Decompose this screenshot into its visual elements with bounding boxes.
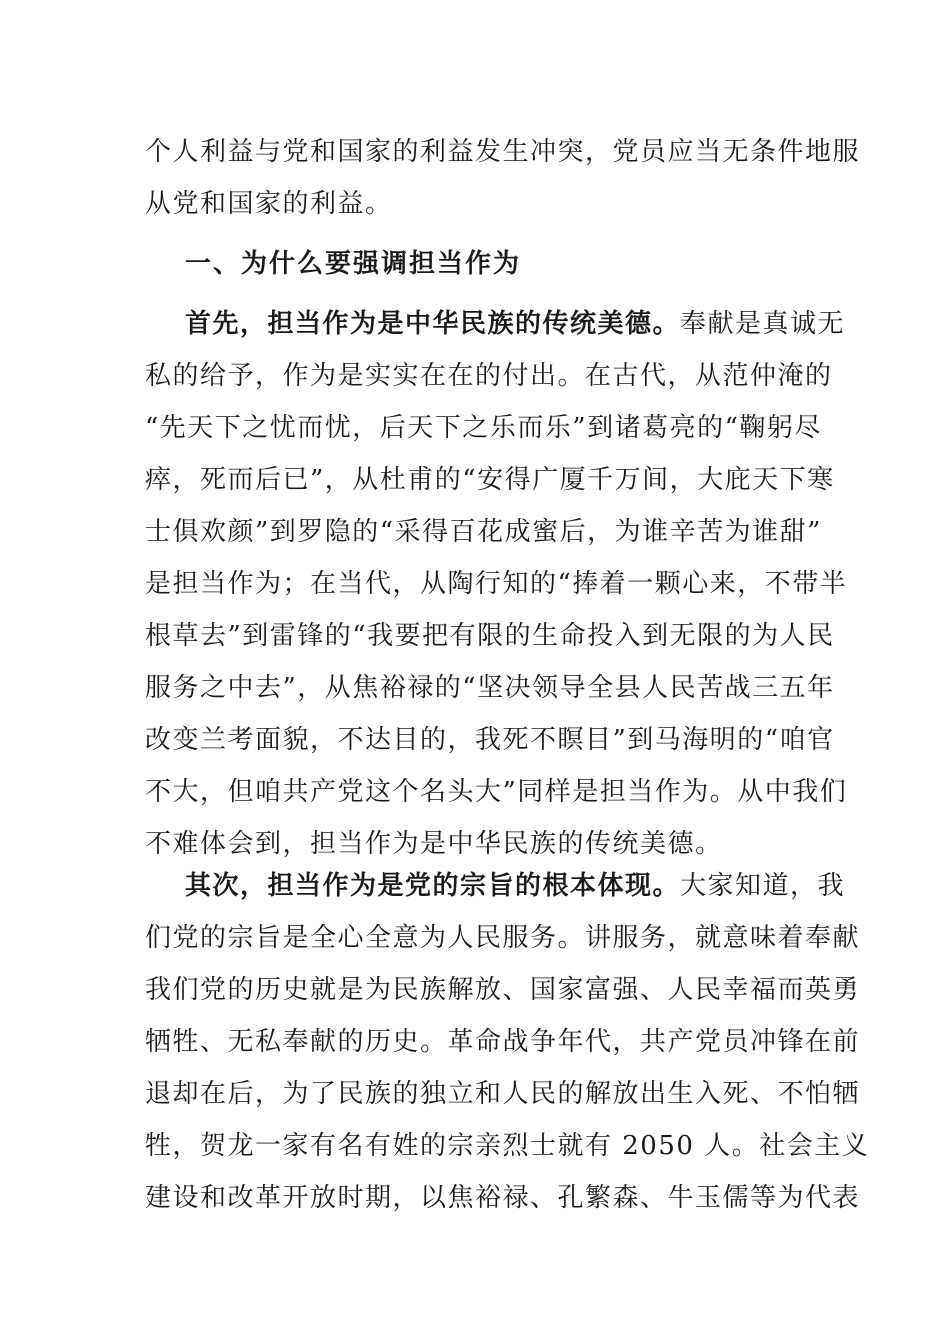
paragraph-party-purpose xyxy=(145,860,870,1224)
text-line: 牺牲、无私奉献的历史。革命战争年代，共产党员冲锋在前 xyxy=(145,1027,861,1057)
paragraph-lead-line xyxy=(145,298,846,350)
paragraph-traditional-virtue xyxy=(145,298,848,870)
text-line: 们党的宗旨是全心全意为人民服务。讲服务，就意味着奉献 xyxy=(145,923,861,953)
lead-sentence: 其次，担当作为是党的宗旨的根本体现。 xyxy=(185,871,681,901)
paragraph-lead-line xyxy=(145,860,846,912)
text-line: “先天下之忧而忧，后天下之乐而乐”到诸葛亮的“鞠躬尽 xyxy=(145,413,822,443)
text-line: 从党和国家的利益。 xyxy=(145,189,393,219)
text-line: 不大，但咱共产党这个名头大”同样是担当作为。从中我们 xyxy=(145,777,848,807)
section-heading: 一、为什么要强调担当作为 xyxy=(185,249,522,279)
text-line: 士俱欢颜”到罗隐的“采得百花成蜜后，为谁辛苦为谁甜” xyxy=(145,517,822,547)
lead-sentence: 首先，担当作为是中华民族的传统美德。 xyxy=(185,309,681,339)
text-line: 根草去”到雷锋的“我要把有限的生命投入到无限的为人民 xyxy=(145,621,835,651)
text-line: 建设和改革开放时期，以焦裕禄、孔繁森、牛玉儒等为代表 xyxy=(145,1183,861,1213)
text-line: 是担当作为；在当代，从陶行知的“捧着一颗心来，不带半 xyxy=(145,569,848,599)
paragraph-intro xyxy=(145,126,861,230)
text-line: 服务之中去”，从焦裕禄的“坚决领导全县人民苦战三五年 xyxy=(145,673,835,703)
text-line: 退却在后，为了民族的独立和人民的解放出生入死、不怕牺 xyxy=(145,1079,861,1109)
text-line: 不难体会到，担当作为是中华民族的传统美德。 xyxy=(145,829,723,859)
lead-continuation: 大家知道，我 xyxy=(680,871,846,901)
lead-continuation: 奉献是真诚无 xyxy=(680,309,846,339)
text-line: 瘁，死而后已”，从杜甫的“安得广厦千万间，大庇天下寒 xyxy=(145,465,835,495)
text-line: 牲，贺龙一家有名有姓的宗亲烈士就有 2050 人。社会主义 xyxy=(145,1131,870,1161)
text-line: 个人利益与党和国家的利益发生冲突，党员应当无条件地服 xyxy=(145,137,861,167)
text-line: 改变兰考面貌，不达目的，我死不瞑目”到马海明的“咱官 xyxy=(145,725,835,755)
text-line: 我们党的历史就是为民族解放、国家富强、人民幸福而英勇 xyxy=(145,975,861,1005)
text-line: 私的给予，作为是实实在在的付出。在古代，从范仲淹的 xyxy=(145,361,833,391)
